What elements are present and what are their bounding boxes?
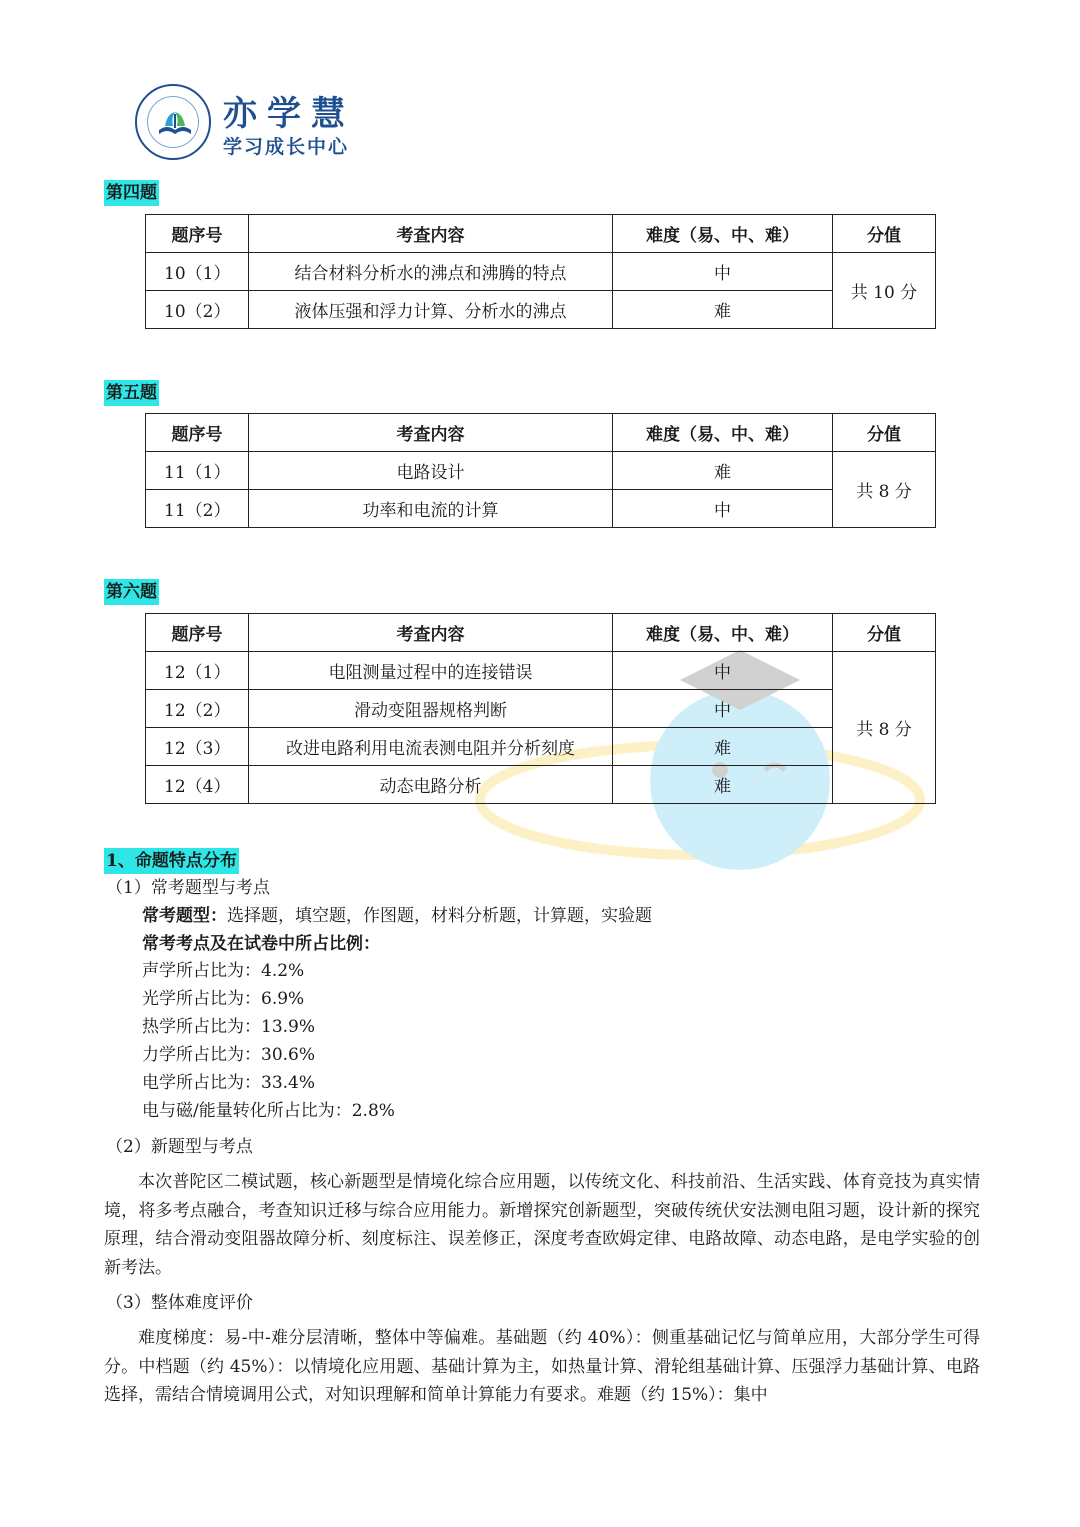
paragraph-difficulty: 难度梯度：易-中-难分层清晰，整体中等偏难。基础题（约 40%）：侧重基础记忆与简单应用，大部分学生可得分。中档题（约 45%）：以情境化应用题、基础计算为主，如热量计算、滑轮组基础计算、压强浮力基础计算、电路选择，需结合情境调用公式，对知识理解和简单计算能力有要求。难题（约 15%）：集中 bbox=[104, 1328, 980, 1405]
question-types bbox=[142, 904, 652, 928]
ratio-item: 声学所占比为：4.2% bbox=[142, 961, 305, 981]
question-difficulty: 难 bbox=[613, 766, 833, 804]
ratio-item: 力学所占比为：30.6% bbox=[142, 1045, 316, 1065]
question-content: 滑动变阻器规格判断 bbox=[249, 690, 613, 728]
table-row bbox=[146, 652, 936, 690]
question-difficulty: 难 bbox=[613, 452, 833, 490]
question-difficulty: 中 bbox=[613, 490, 833, 528]
logo-name: 亦学慧 bbox=[223, 94, 355, 134]
question-content: 功率和电流的计算 bbox=[249, 490, 613, 528]
subheading-2: （2）新题型与考点 bbox=[106, 1137, 253, 1157]
question-content: 动态电路分析 bbox=[249, 766, 613, 804]
types-value: 选择题，填空题，作图题，材料分析题，计算题，实验题 bbox=[227, 906, 652, 926]
total-score: 共 8 分 bbox=[833, 652, 936, 804]
header-cell: 题序号 bbox=[146, 215, 249, 253]
question-difficulty: 中 bbox=[613, 690, 833, 728]
header-cell: 分值 bbox=[833, 414, 936, 452]
subheading-1: （1）常考题型与考点 bbox=[106, 878, 270, 898]
analysis-heading: 1、命题特点分布 bbox=[104, 848, 239, 874]
question-content: 电阻测量过程中的连接错误 bbox=[249, 652, 613, 690]
question-number: 12（4） bbox=[146, 766, 249, 804]
subheading-3: （3）整体难度评价 bbox=[106, 1293, 253, 1313]
question-content: 结合材料分析水的沸点和沸腾的特点 bbox=[249, 253, 613, 291]
question-difficulty: 难 bbox=[613, 728, 833, 766]
header-cell: 分值 bbox=[833, 215, 936, 253]
header-cell: 考查内容 bbox=[249, 614, 613, 652]
book-icon bbox=[155, 104, 195, 144]
total-score: 共 8 分 bbox=[833, 452, 936, 528]
question-number: 10（1） bbox=[146, 253, 249, 291]
score-table-6 bbox=[145, 613, 936, 804]
score-table-5 bbox=[145, 413, 936, 528]
header-cell: 考查内容 bbox=[249, 414, 613, 452]
section-title-6: 第六题 bbox=[104, 579, 159, 605]
table-row bbox=[146, 253, 936, 291]
table-row bbox=[146, 728, 936, 766]
table-row bbox=[146, 452, 936, 490]
question-difficulty: 中 bbox=[613, 652, 833, 690]
question-number: 11（1） bbox=[146, 452, 249, 490]
question-difficulty: 难 bbox=[613, 291, 833, 329]
question-number: 12（3） bbox=[146, 728, 249, 766]
header-cell: 题序号 bbox=[146, 414, 249, 452]
header-cell: 难度（易、中、难） bbox=[613, 414, 833, 452]
question-number: 12（1） bbox=[146, 652, 249, 690]
question-content: 电路设计 bbox=[249, 452, 613, 490]
ratio-item: 电与磁/能量转化所占比为：2.8% bbox=[142, 1101, 395, 1121]
brand-logo bbox=[135, 84, 375, 174]
section-title-5: 第五题 bbox=[104, 380, 159, 406]
logo-emblem bbox=[135, 84, 211, 160]
header-cell: 难度（易、中、难） bbox=[613, 215, 833, 253]
question-number: 10（2） bbox=[146, 291, 249, 329]
table-row bbox=[146, 766, 936, 804]
question-difficulty: 中 bbox=[613, 253, 833, 291]
question-number: 11（2） bbox=[146, 490, 249, 528]
section-title-4: 第四题 bbox=[104, 180, 159, 206]
table-header-row bbox=[146, 614, 936, 652]
logo-subtitle: 学习成长中心 bbox=[223, 136, 350, 158]
header-cell: 题序号 bbox=[146, 614, 249, 652]
table-row bbox=[146, 291, 936, 329]
question-content: 液体压强和浮力计算、分析水的沸点 bbox=[249, 291, 613, 329]
score-table-4 bbox=[145, 214, 936, 329]
ratio-label bbox=[142, 932, 380, 956]
table-row bbox=[146, 690, 936, 728]
ratio-item: 热学所占比为：13.9% bbox=[142, 1017, 316, 1037]
table-row bbox=[146, 490, 936, 528]
table-header-row bbox=[146, 215, 936, 253]
paragraph-new-types: 本次普陀区二模试题，核心新题型是情境化综合应用题，以传统文化、科技前沿、生活实践、体育竞技为真实情境，将多考点融合，考查知识迁移与综合应用能力。新增探究创新题型，突破传统伏安法测电阻习题，设计新的探究原理，结合滑动变阻器故障分析、刻度标注、误差修正，深度考查欧姆定律、电路故障、动态电路，是电学实验的创新考法。 bbox=[104, 1172, 980, 1278]
table-header-row bbox=[146, 414, 936, 452]
header-cell: 分值 bbox=[833, 614, 936, 652]
header-cell: 考查内容 bbox=[249, 215, 613, 253]
ratio-label-text: 常考考点及在试卷中所占比例： bbox=[142, 934, 380, 954]
header-cell: 难度（易、中、难） bbox=[613, 614, 833, 652]
ratio-item: 光学所占比为：6.9% bbox=[142, 989, 305, 1009]
types-label: 常考题型： bbox=[142, 906, 227, 926]
ratio-item: 电学所占比为：33.4% bbox=[142, 1073, 316, 1093]
question-content: 改进电路利用电流表测电阻并分析刻度 bbox=[249, 728, 613, 766]
question-number: 12（2） bbox=[146, 690, 249, 728]
total-score: 共 10 分 bbox=[833, 253, 936, 329]
